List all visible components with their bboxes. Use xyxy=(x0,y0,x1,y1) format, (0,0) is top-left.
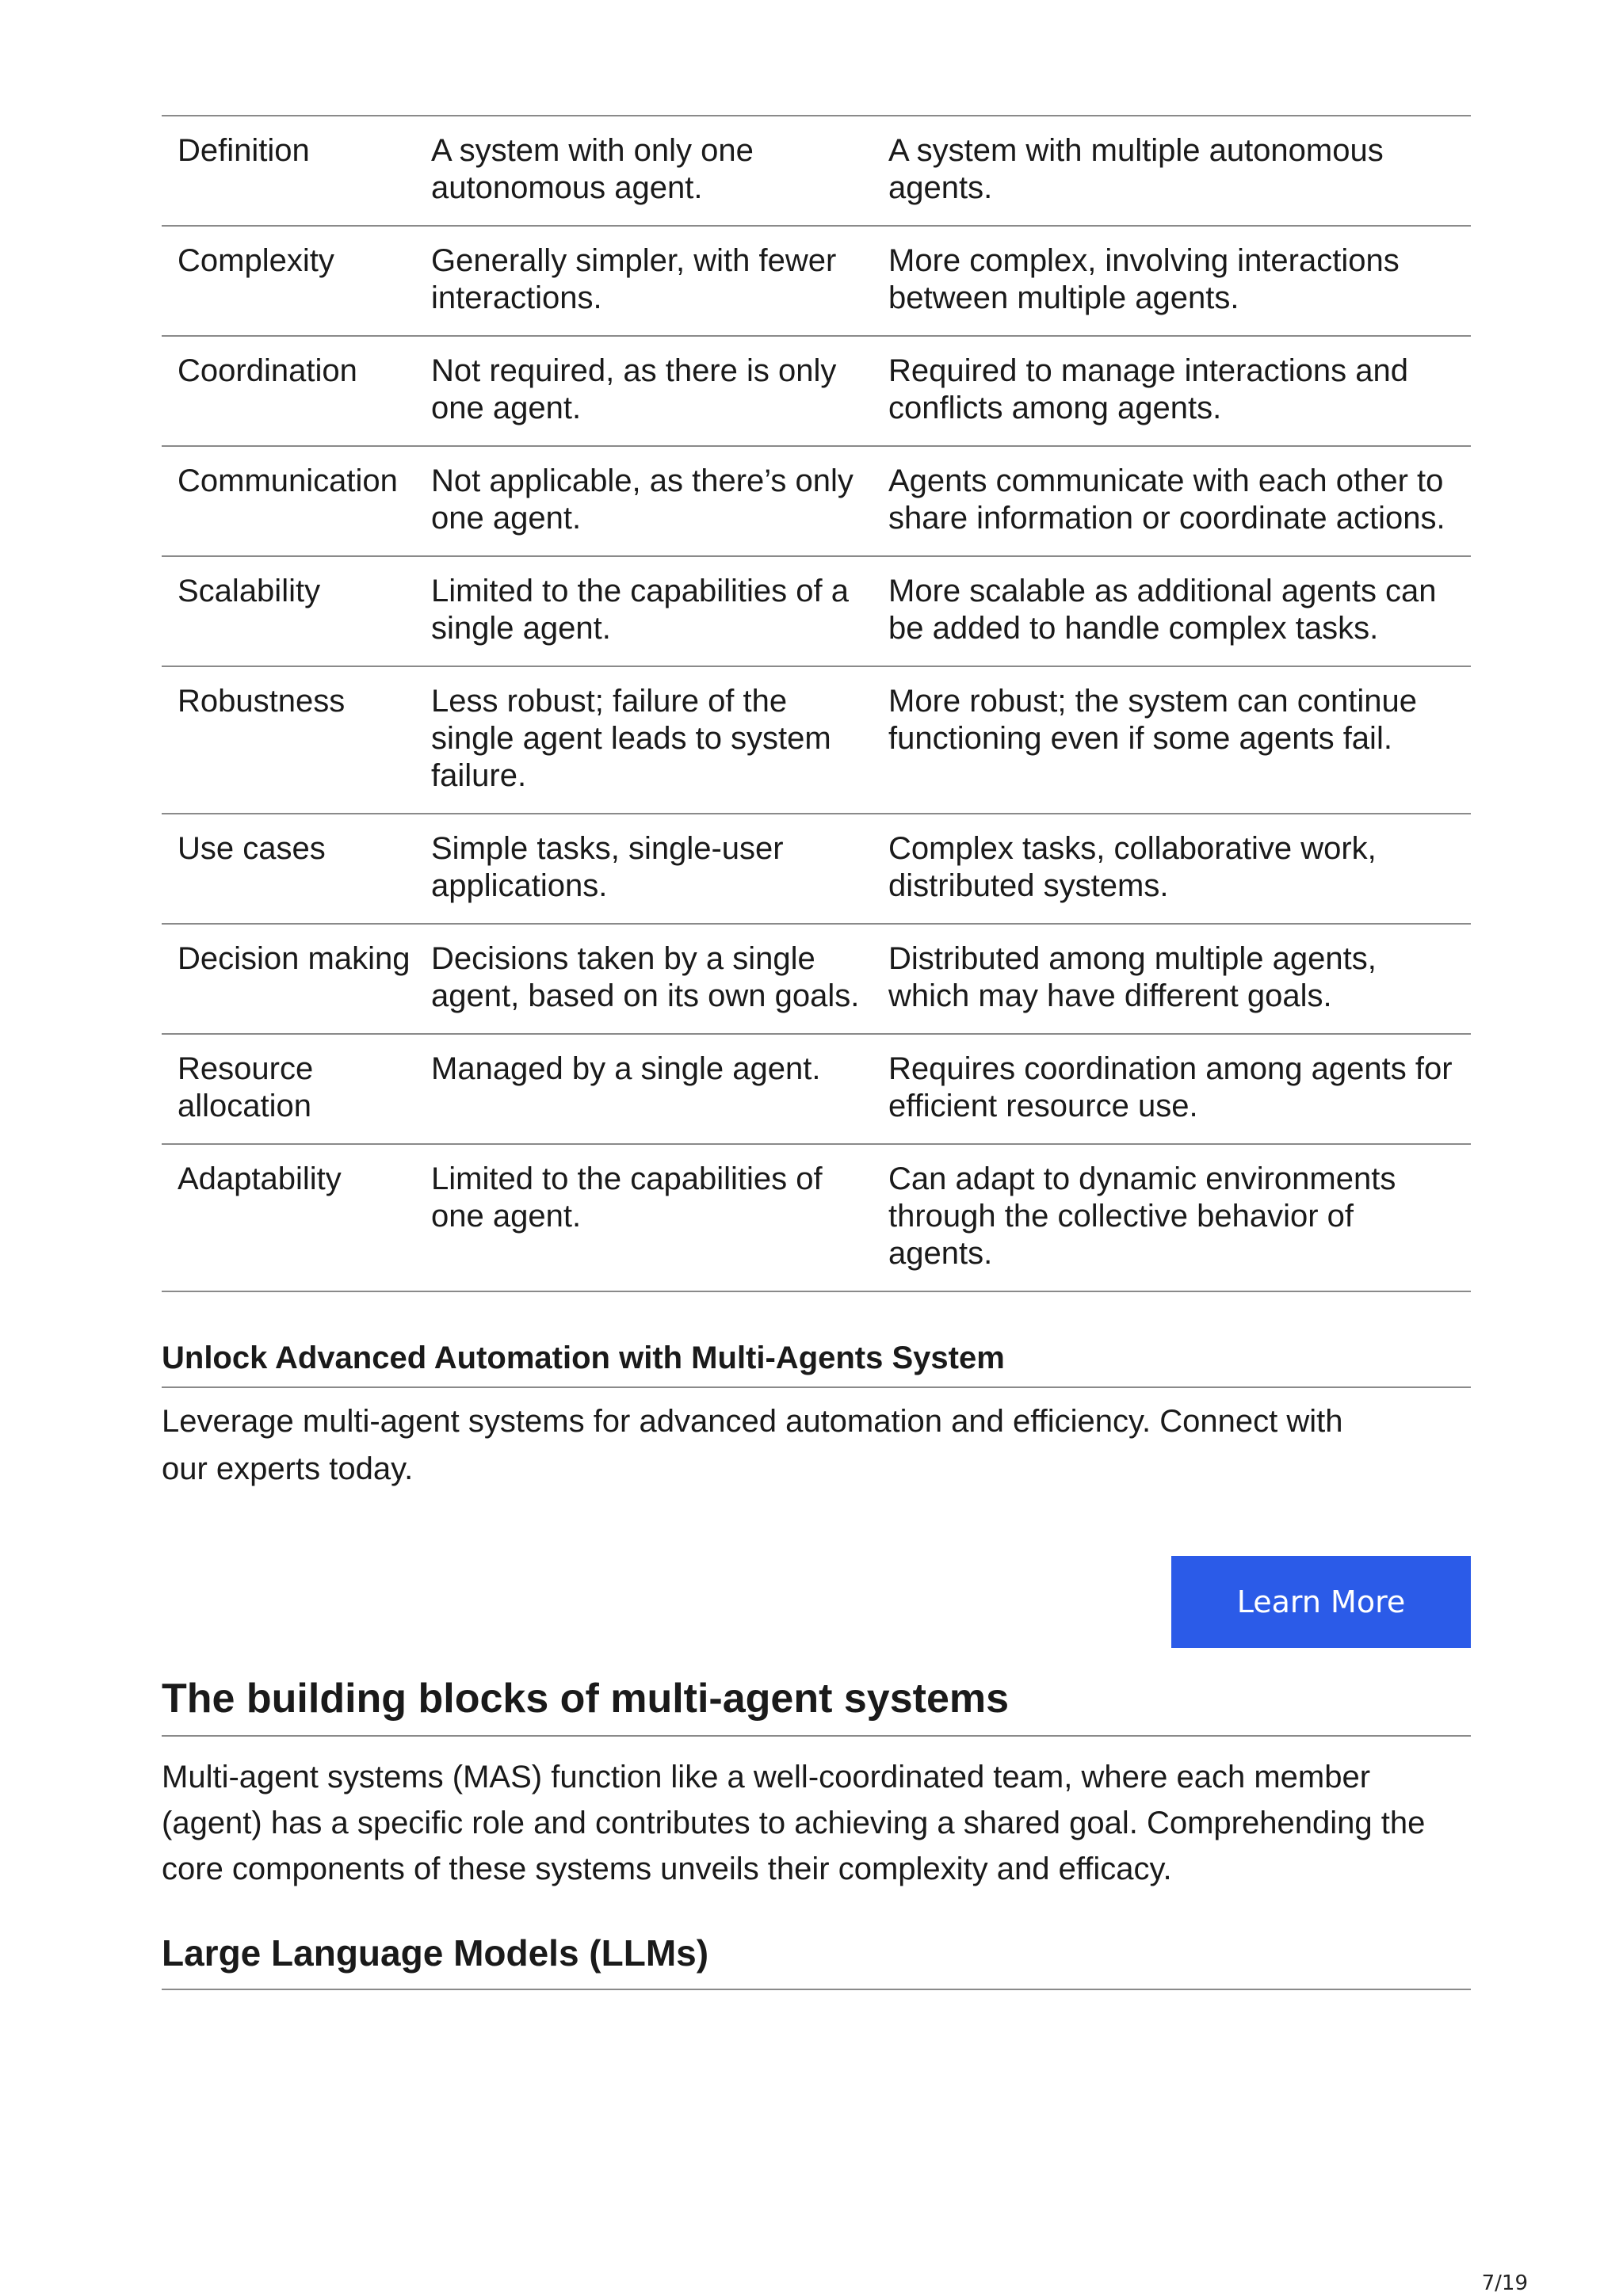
row-multi-agent: More robust; the system can continue functioning even if some agents fail. xyxy=(882,666,1471,814)
row-aspect: Adaptability xyxy=(162,1144,425,1291)
table-row xyxy=(162,1144,1471,1291)
row-multi-agent: Requires coordination among agents for efficient resource use. xyxy=(882,1034,1471,1144)
row-multi-agent: Distributed among multiple agents, which may have different goals. xyxy=(882,924,1471,1034)
row-aspect: Decision making xyxy=(162,924,425,1034)
row-single-agent: Simple tasks, single-user applications. xyxy=(425,814,882,924)
row-single-agent: Less robust; failure of the single agent leads to system failure. xyxy=(425,666,882,814)
row-single-agent: Limited to the capabilities of one agent. xyxy=(425,1144,882,1291)
table-row xyxy=(162,226,1471,336)
row-aspect: Complexity xyxy=(162,226,425,336)
cta-button-row xyxy=(162,1556,1471,1648)
row-single-agent: Managed by a single agent. xyxy=(425,1034,882,1144)
table-row xyxy=(162,1034,1471,1144)
row-aspect: Definition xyxy=(162,116,425,226)
comparison-table xyxy=(162,115,1471,1292)
row-single-agent: Not applicable, as there’s only one agent. xyxy=(425,446,882,556)
table-row xyxy=(162,814,1471,924)
row-single-agent: Generally simpler, with fewer interactions. xyxy=(425,226,882,336)
row-multi-agent: Required to manage interactions and conflicts among agents. xyxy=(882,336,1471,446)
row-aspect: Scalability xyxy=(162,556,425,666)
row-single-agent: Not required, as there is only one agent. xyxy=(425,336,882,446)
section-paragraph: Multi-agent systems (MAS) function like a well-coordinated team, where each member (agent) has a specific role and contributes to achieving a shared goal. Comprehending the core components of these systems unveils their complexity and efficacy. xyxy=(162,1760,1426,1886)
row-aspect: Robustness xyxy=(162,666,425,814)
document-page xyxy=(162,115,1471,1990)
row-single-agent: Limited to the capabilities of a single agent. xyxy=(425,556,882,666)
table-row xyxy=(162,556,1471,666)
table-row xyxy=(162,666,1471,814)
table-row xyxy=(162,336,1471,446)
row-multi-agent: Can adapt to dynamic environments through the collective behavior of agents. xyxy=(882,1144,1471,1291)
row-aspect: Communication xyxy=(162,446,425,556)
table-row xyxy=(162,446,1471,556)
cta-text: Leverage multi-agent systems for advanced automation and efficiency. Connect with our experts today. xyxy=(162,1404,1343,1486)
row-multi-agent: More complex, involving interactions between multiple agents. xyxy=(882,226,1471,336)
row-aspect: Resource allocation xyxy=(162,1034,425,1144)
table-row xyxy=(162,116,1471,226)
page-number: 7/19 xyxy=(1481,2271,1528,2295)
learn-more-button[interactable]: Learn More xyxy=(1171,1556,1471,1648)
row-multi-agent: More scalable as additional agents can be added to handle complex tasks. xyxy=(882,556,1471,666)
row-multi-agent: Complex tasks, collaborative work, distributed systems. xyxy=(882,814,1471,924)
row-single-agent: A system with only one autonomous agent. xyxy=(425,116,882,226)
section-subheading: Large Language Models (LLMs) xyxy=(162,1930,1471,1990)
row-multi-agent: Agents communicate with each other to share information or coordinate actions. xyxy=(882,446,1471,556)
cta-title: Unlock Advanced Automation with Multi-Agents System xyxy=(162,1339,1471,1388)
table-row xyxy=(162,924,1471,1034)
row-aspect: Use cases xyxy=(162,814,425,924)
row-aspect: Coordination xyxy=(162,336,425,446)
row-multi-agent: A system with multiple autonomous agents. xyxy=(882,116,1471,226)
section-heading: The building blocks of multi-agent systems xyxy=(162,1673,1471,1737)
row-single-agent: Decisions taken by a single agent, based on its own goals. xyxy=(425,924,882,1034)
